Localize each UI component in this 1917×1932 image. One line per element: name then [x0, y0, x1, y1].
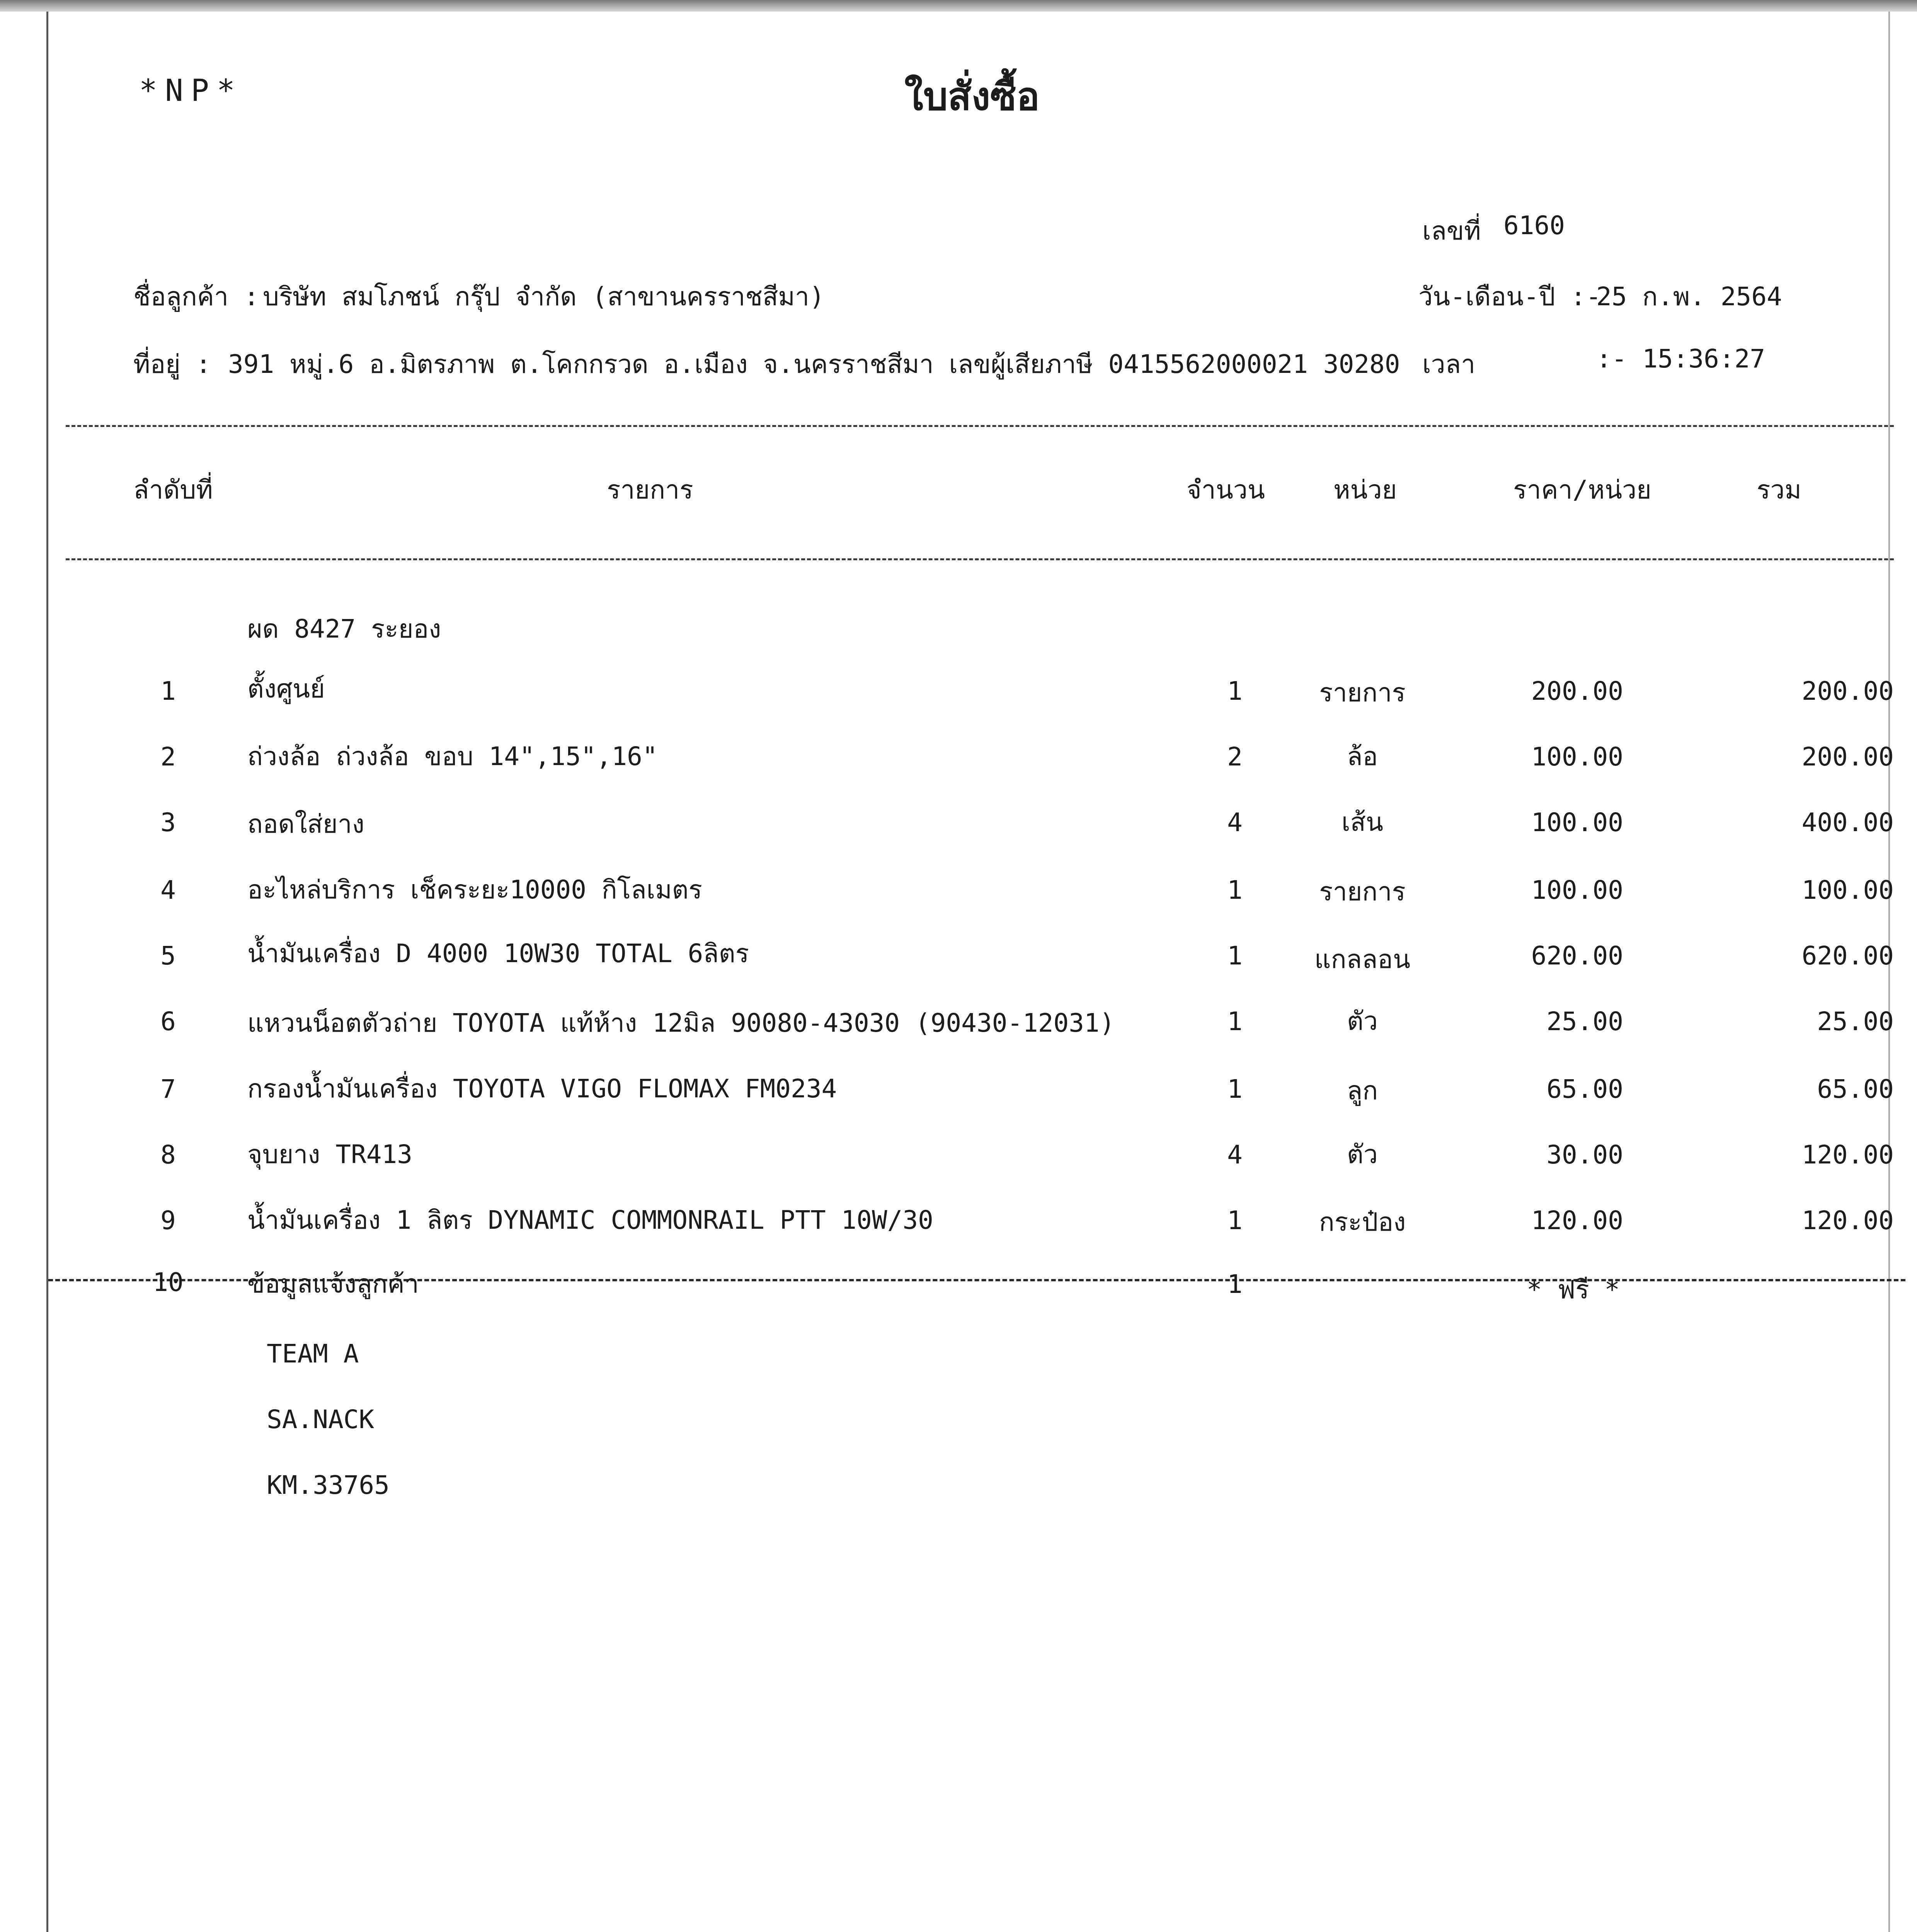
customer-address-label: ที่อยู่ :: [133, 349, 211, 379]
note-km: KM.33765: [267, 1470, 390, 1500]
row-number: 1: [160, 676, 176, 706]
row-price: 25.00: [1546, 1007, 1623, 1036]
column-header-qty: จำนวน: [1187, 475, 1265, 505]
row-qty: 1: [1227, 1206, 1243, 1235]
row-total: 120.00: [1801, 1140, 1894, 1170]
document-code: *NP*: [139, 73, 243, 108]
row-description: น้ำมันเครื่อง D 4000 10W30 TOTAL 6ลิตร: [247, 939, 749, 968]
row-number: 5: [160, 941, 176, 971]
row-number: 10: [153, 1267, 184, 1297]
row-number: 7: [160, 1074, 176, 1104]
table-header-divider: [66, 558, 1894, 560]
doc-number-value: 6160: [1503, 211, 1565, 240]
vehicle-plate: ผด 8427 ระยอง: [247, 614, 441, 644]
row-description: จุบยาง TR413: [247, 1139, 412, 1169]
row-number: 6: [160, 1007, 176, 1036]
note-team: TEAM A: [267, 1339, 359, 1369]
row-qty: 1: [1227, 1074, 1243, 1104]
row-unit: ล้อ: [1347, 742, 1378, 771]
row-number: 2: [160, 742, 176, 772]
time-label: เวลา: [1422, 349, 1476, 379]
column-header-total: รวม: [1757, 475, 1802, 505]
note-sa: SA.NACK: [267, 1405, 375, 1434]
row-description: อะไหล่บริการ เช็คระยะ10000 กิโลเมตร: [247, 875, 702, 905]
row-price: 100.00: [1531, 808, 1623, 837]
row-unit: รายการ: [1319, 678, 1406, 707]
row-total: 65.00: [1817, 1074, 1894, 1104]
row-qty: 4: [1227, 808, 1243, 837]
row-qty: 1: [1227, 875, 1243, 905]
row-description: แหวนน็อตตัวถ่าย TOYOTA แท้ห้าง 12มิล 90080-43030 (90430-12031): [247, 1008, 1115, 1038]
customer-name-label: ชื่อลูกค้า :: [133, 282, 259, 311]
row-price: 120.00: [1531, 1206, 1623, 1235]
row-total: 25.00: [1817, 1007, 1894, 1036]
document-title: ใบสั่งซื้อ: [904, 73, 1040, 119]
row-price-free: * ฟรี *: [1527, 1275, 1620, 1304]
row-unit: รายการ: [1319, 877, 1406, 906]
row-qty: 1: [1227, 1007, 1243, 1036]
column-header-item: รายการ: [607, 475, 693, 505]
row-price: 65.00: [1546, 1074, 1623, 1104]
row-number: 8: [160, 1140, 176, 1170]
column-header-no: ลำดับที่: [133, 475, 213, 505]
row-price: 30.00: [1546, 1140, 1623, 1170]
row-total: 200.00: [1801, 742, 1894, 772]
row-qty: 1: [1227, 676, 1243, 706]
row-number: 3: [160, 808, 176, 837]
row-qty: 4: [1227, 1140, 1243, 1170]
row-description: กรองน้ำมันเครื่อง TOYOTA VIGO FLOMAX FM0234: [247, 1074, 837, 1104]
row-unit: เส้น: [1342, 807, 1383, 837]
row-description: ถอดใส่ยาง: [247, 809, 364, 839]
customer-address: 391 หมู่.6 อ.มิตรภาพ ต.โคกกรวด อ.เมือง จ.นครราชสีมา เลขผู้เสียภาษี 0415562000021 30280: [228, 349, 1400, 379]
row-description: ตั้งศูนย์: [247, 674, 325, 704]
row-unit: กระป๋อง: [1319, 1207, 1406, 1237]
row-total: 120.00: [1801, 1206, 1894, 1235]
doc-number-label: เลขที่: [1422, 216, 1481, 246]
row-description: ถ่วงล้อ ถ่วงล้อ ขอบ 14",15",16": [247, 742, 658, 771]
customer-name: บริษัท สมโภชน์ กรุ๊ป จำกัด (สาขานครราชสีมา): [263, 282, 825, 311]
row-total: 400.00: [1801, 808, 1894, 837]
row-description: ข้อมูลแจ้งลูกค้า: [247, 1269, 419, 1299]
date-label: วัน-เดือน-ปี :-: [1418, 282, 1601, 311]
row-price: 620.00: [1531, 941, 1623, 971]
row-unit: ลูก: [1347, 1076, 1378, 1105]
row-qty: 1: [1227, 941, 1243, 971]
row-unit: แกลลอน: [1314, 944, 1411, 974]
row-price: 200.00: [1531, 676, 1623, 706]
row-unit: ตัว: [1347, 1139, 1378, 1169]
column-header-unit: หน่วย: [1333, 475, 1397, 505]
row-description: น้ำมันเครื่อง 1 ลิตร DYNAMIC COMMONRAIL PTT 10W/30: [247, 1205, 933, 1235]
row-qty: 2: [1227, 742, 1243, 772]
row-total: 100.00: [1801, 875, 1894, 905]
column-header-price: ราคา/หน่วย: [1513, 475, 1651, 505]
row-price: 100.00: [1531, 742, 1623, 772]
header-divider: [66, 425, 1894, 427]
row-price: 100.00: [1531, 875, 1623, 905]
scan-top-edge: [0, 0, 1917, 12]
date-value: 25 ก.พ. 2564: [1596, 282, 1782, 311]
row-total: 620.00: [1801, 941, 1894, 971]
row-number: 9: [160, 1206, 176, 1235]
row-total: 200.00: [1801, 676, 1894, 706]
time-value: :- 15:36:27: [1596, 344, 1765, 374]
row-unit: ตัว: [1347, 1006, 1378, 1036]
row-number: 4: [160, 875, 176, 905]
row-qty: 1: [1227, 1269, 1243, 1299]
